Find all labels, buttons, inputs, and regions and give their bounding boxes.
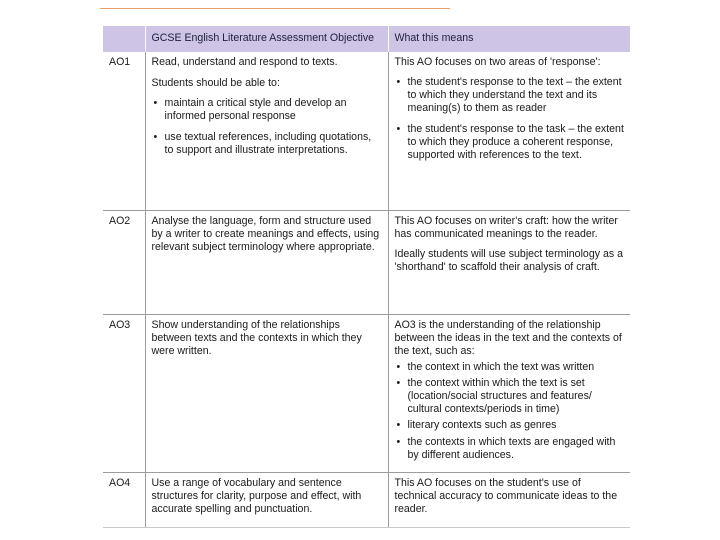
bullet-icon: • [396, 76, 401, 89]
ao-code: AO4 [103, 472, 145, 527]
objective-intro: Show understanding of the relationships between texts and the contexts in which they were written. [151, 318, 362, 357]
bullet-icon: • [153, 130, 158, 143]
bullet-icon: • [396, 419, 401, 432]
meaning-cell [388, 314, 630, 472]
ao-code: AO1 [103, 52, 145, 210]
meaning-intro: This AO focuses on writer's craft: how the writer has communicated meanings to the reader. [394, 214, 618, 240]
meaning-bullet-list [395, 361, 625, 462]
meaning-bullet-list [395, 76, 625, 162]
header-objective: GCSE English Literature Assessment Objective [145, 26, 388, 52]
assessment-objectives-table [103, 26, 630, 528]
table-row-ao1 [103, 52, 630, 210]
objective-cell [145, 52, 388, 210]
list-item: • the student's response to the task – the extent to which they produce a coherent response, supported with references to the text. [396, 122, 624, 161]
objective-lead: Students should be able to: [151, 77, 280, 90]
list-item: • literary contexts such as genres [396, 419, 557, 432]
table-row-ao4 [103, 472, 630, 527]
meaning-intro: This AO focuses on two areas of 'response': [394, 56, 601, 68]
table-row-ao3 [103, 314, 630, 472]
list-item: • the contexts in which texts are engaged with by different audiences. [396, 435, 616, 461]
bullet-icon: • [396, 377, 401, 389]
list-item: • the context within which the text is set (location/social structures and features/ cultural contexts/periods in time) [396, 377, 592, 416]
top-decorative-rule [100, 8, 450, 9]
meaning-cell [388, 472, 630, 527]
ao-code: AO3 [103, 314, 145, 472]
meaning-intro: This AO focuses on the student's use of technical accuracy to communicate ideas to the reader. [394, 476, 618, 515]
objective-bullet-list [152, 97, 382, 157]
ao-code: AO2 [103, 210, 145, 314]
bullet-icon: • [153, 97, 158, 110]
list-item: • the student's response to the text – the extent to which they understand the text and its meaning(s) to them as reader [396, 76, 622, 115]
bullet-icon: • [396, 122, 401, 135]
meaning-cell [388, 210, 630, 314]
list-item: • the context in which the text was written [396, 360, 595, 373]
table-header-row [103, 26, 630, 52]
meaning-extra: Ideally students will use subject terminology as a 'shorthand' to scaffold their analysis of craft. [394, 247, 623, 273]
meaning-cell [388, 52, 630, 210]
header-code [103, 26, 145, 52]
objective-intro: Read, understand and respond to texts. [151, 56, 338, 68]
table-row-ao2 [103, 210, 630, 314]
bullet-icon: • [396, 435, 401, 448]
objective-cell [145, 210, 388, 314]
objective-intro: Use a range of vocabulary and sentence structures for clarity, purpose and effect, with accurate spelling and punctuation. [151, 476, 362, 515]
list-item: • use textual references, including quotations, to support and illustrate interpretations. [153, 130, 372, 156]
meaning-intro: AO3 is the understanding of the relationship between the ideas in the text and the contexts of the text, such as: [394, 318, 622, 357]
objective-cell [145, 472, 388, 527]
bullet-icon: • [396, 360, 401, 373]
objective-cell [145, 314, 388, 472]
list-item: • maintain a critical style and develop an informed personal response [153, 97, 347, 123]
objective-intro: Analyse the language, form and structure used by a writer to create meanings and effects, using relevant subject terminology where appropriate. [151, 214, 380, 253]
header-meaning: What this means [388, 26, 630, 52]
